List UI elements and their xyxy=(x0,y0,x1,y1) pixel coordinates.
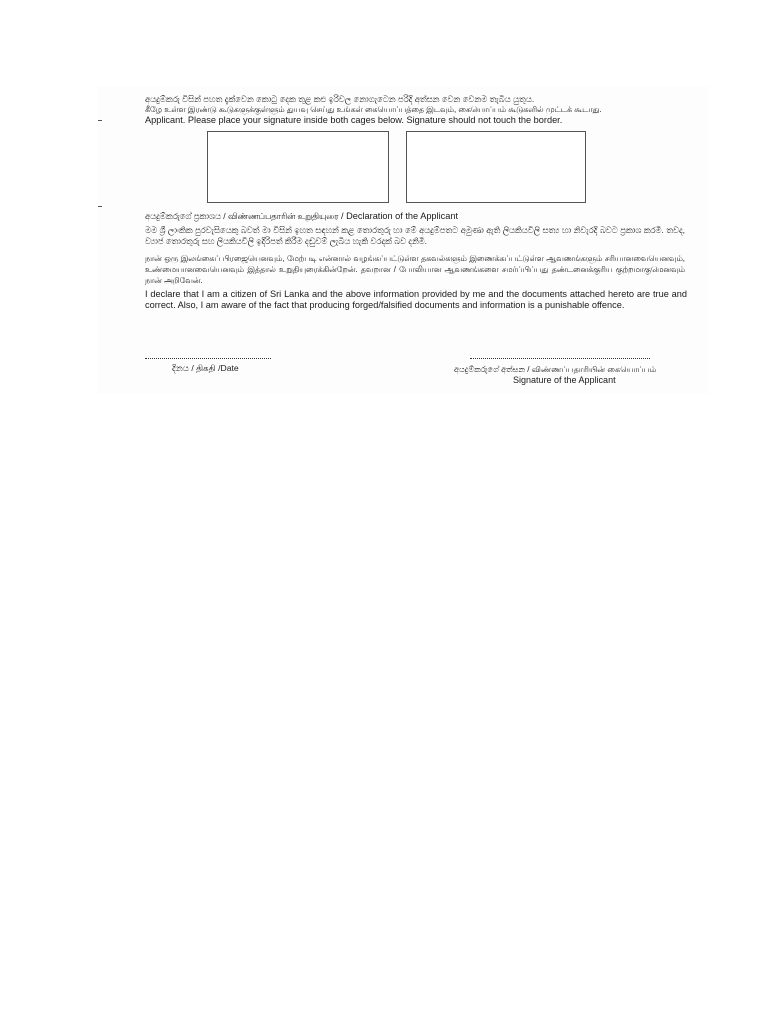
signature-label-si-ta: අයදුම්කරුගේ අත්සන / விண்ணப்பதாரியின் கையொப்பம் xyxy=(454,365,657,374)
declaration-english: I declare that I am a citizen of Sri Lanka and the above information provided by me and the documents attached hereto are true and correct. Also, I am aware of the fact that producing forged/falsified documents and information is a punishable offence. xyxy=(145,289,687,310)
declaration-sinhala: මම ශ්‍රී ලාංකික පුරවැසියෙකු බවත් මා විසින් ඉහත සඳහන් කළ තොරතුරු හා මේ අයදුම්පතට අමුණා ඇති ලියකියවිලි සත්‍ය හා නිවැරදි බවට ප්‍රකාශ කරමි. තවද, ව්‍යාජ තොරතුරු සහ ලියකියවිලි ඉදිරිපත් කිරීම දඬුවම් ලැබිය හැකි වරදක් බව දනිමි. xyxy=(145,225,685,246)
margin-mark xyxy=(98,206,102,207)
instruction-tamil: கீழே உள்ள இரண்டு கூடுகளுக்குள்ளும் துயவு செய்து உங்கள் கையொப்பத்தை இடவும், கையொப்பம் கூடுகளில் முட்டக் கூடாது. xyxy=(145,105,602,114)
declaration-tamil: நான் ஒரு இலங்கைப் பிரஜையெனவும், மேற்படி என்னால் வழங்கப்பட்டுள்ள தகவல்களும் இணைக்கப்பட்டுள்ள ஆவணங்களும் சரியானவையெனவும், உண்மையானவையெனவும் இத்தால் உறுதியுரைக்கின்றேன். தவறான / போலியான ஆவணங்களை சமர்ப்பிப்பது தண்டனைக்குரிய குற்றமாகுமெனவும் நான் அறிவேன். xyxy=(145,254,685,285)
signature-label-en: Signature of the Applicant xyxy=(513,375,616,385)
date-label: දිනය / திகதி /Date xyxy=(172,363,239,373)
declaration-heading xyxy=(145,211,458,221)
instruction-english: Applicant. Please place your signature inside both cages below. Signature should not touch the border. xyxy=(145,115,563,125)
date-line xyxy=(145,358,271,359)
declaration-heading-en: / Declaration of the Applicant xyxy=(338,211,458,221)
declaration-heading-ta: விண்ணப்பதாரின் உறுதியுரை xyxy=(227,211,339,221)
instruction-sinhala: අයදුම්කරු විසින් පහත දැක්වෙන කොටු දෙක තුළ කළු ඉරිවල නොගැටෙන පරිදි අත්සන වෙන වෙනම තැබිය යුතුය. xyxy=(145,94,535,104)
signature-line xyxy=(470,358,650,359)
margin-mark xyxy=(98,120,102,121)
signature-box-2[interactable] xyxy=(406,131,586,203)
declaration-heading-si: අයදුම්කරුගේ ප්‍රකාශය / xyxy=(145,211,228,221)
signature-box-1[interactable] xyxy=(207,131,389,203)
